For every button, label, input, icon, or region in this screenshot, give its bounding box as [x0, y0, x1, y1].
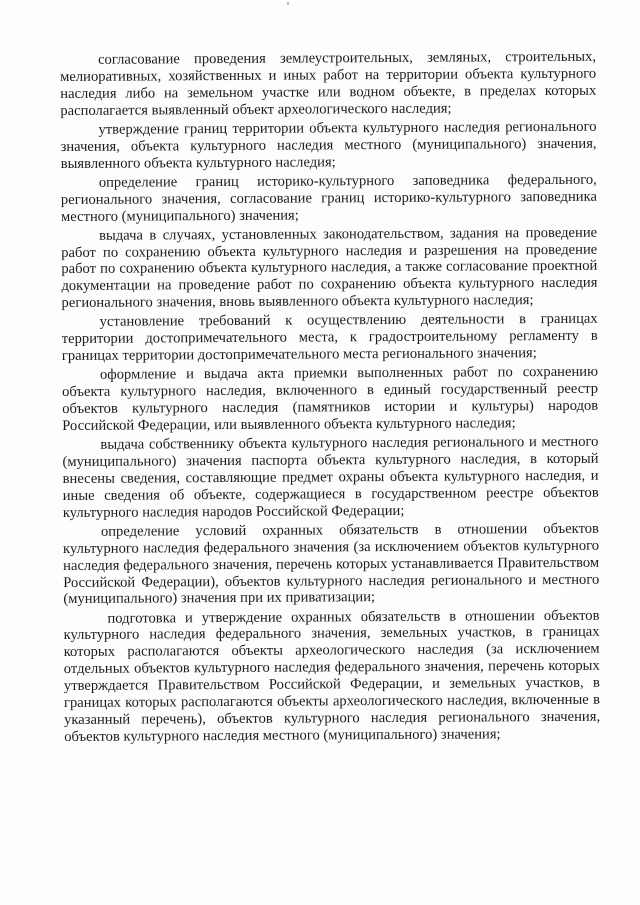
scan-speck	[287, 2, 289, 5]
paragraph-protection-obligations: подготовка и утверждение охранных обязательств в отношении объектов культурного наследия федерального значения, земельных участков, в границах которых располагаются объекты археологического наследия (за исключением отдельных объектов культурного наследия федерального значения, перечень которых утверждается Правительством Российской Федерации, и земельных участков, в границах которых располагаются объекты археологического наследия, включенные в указанный перечень), объектов культурного наследия регионального значения, объектов культурного наследия местного (муниципального) значения;	[63, 607, 601, 745]
paragraph-reserve-boundaries: определение границ историко-культурного заповедника федерального, регионального значения, согласование границ историко-культурного заповедника местного (муниципального) значения;	[60, 171, 597, 225]
paragraph-acceptance-act: оформление и выдача акта приемки выполненных работ по сохранению объекта культурного наследия, включенного в единый государственный реестр объектов культурного наследия (памятников истории и культуры) народов Российской Федерации, или выявленного объекта культурного наследия;	[62, 363, 599, 434]
paragraph-territory-boundaries: утверждение границ территории объекта культурного наследия регионального значения, объекта культурного наследия местного (муниципального) значения, выявленного объекта культурного наследия;	[60, 118, 597, 172]
paragraph-protection-conditions: определение условий охранных обязательств в отношении объектов культурного наследия федерального значения (за исключением объектов культурного наследия федерального значения, перечень которых устанавливается Правительством Российской Федерации), объектов культурного наследия регионального и местного (муниципального) значения при их приватизации;	[62, 520, 600, 608]
document-body	[60, 49, 600, 748]
paragraph-work-assignment: выдача в случаях, установленных законодательством, задания на проведение работ по сохранению объекта культурного наследия и разрешения на проведение работ по сохранению объекта культурного наследия, а также согласование проектной документации на проведение работ по сохранению объекта культурного наследия регионального значения, вновь выявленного объекта культурного наследия;	[61, 224, 598, 312]
paragraph-object-passport: выдача собственнику объекта культурного наследия регионального и местного (муниципального) значения паспорта объекта культурного наследия, в который внесены сведения, составляющие предмет охраны объекта культурного наследия, и иные сведения об объекте, содержащиеся в государственном реестре объектов культурного наследия народов Российской Федерации;	[62, 433, 599, 521]
paragraph-landmark-requirements: установление требований к осуществлению деятельности в границах территории достопримечательного места, к градостроительному регламенту в границах территории достопримечательного места регионального значения;	[61, 311, 598, 365]
paragraph-approval-works: согласование проведения землеустроительных, земляных, строительных, мелиоративных, хозяйственных и иных работ на территории объекта культурного наследия либо на земельном участке или водном объекте, в пределах которых располагается выявленный объект археологического наследия;	[60, 48, 597, 119]
